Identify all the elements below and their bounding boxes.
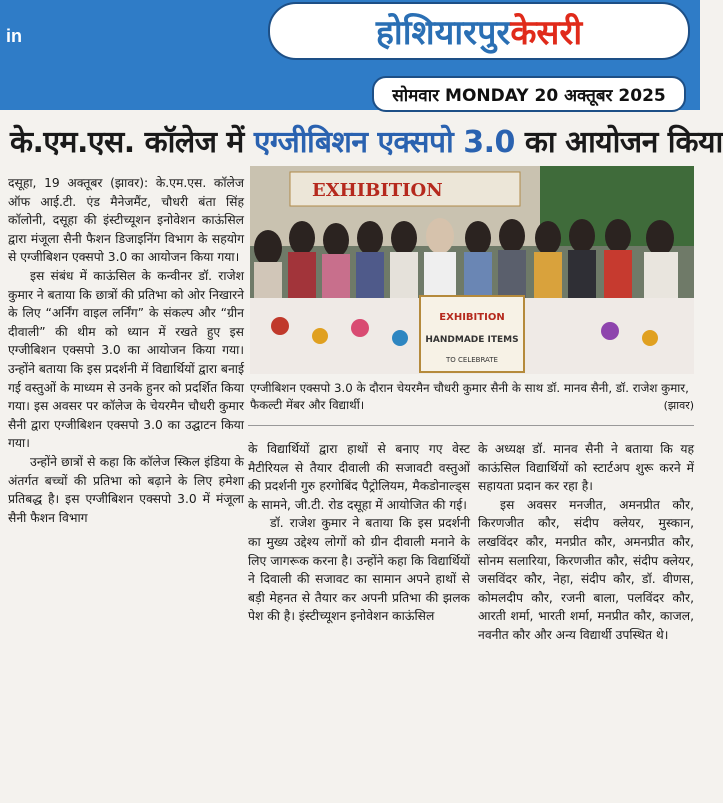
article-paragraph: उन्होंने छात्रों से कहा कि कॉलेज स्किल इंडिया के अंतर्गत बच्चों की प्रतिभा को बढ़ाने के लिए हमेशा प्रतिबद्ध है। इस एग्जीबिशन एक्सपो 3.0 में मंजूला सैनी फैशन विभाग <box>8 454 244 525</box>
article-column-3 <box>478 440 694 645</box>
masthead-city: होशियारपुर <box>375 13 511 53</box>
article-paragraph: के विद्यार्थियों द्वारा हाथों से बनाए गए वेस्ट मैटीरियल से तैयार दीवाली की सजावटी वस्तुओं की प्रदर्शनी गुरु हरगोबिंद पैट्रोलियम, मैकडोनाल्ड्स के सामने, जी.टी. रोड दसूहा में आयोजित की गई। <box>248 442 470 512</box>
photo-caption-text: एग्जीबिशन एक्सपो 3.0 के दौरान चेयरमैन चौधरी कुमार सैनी के साथ डॉ. मानव सैनी, डॉ. राजेश कुमार, फैकल्टी मेंबर और विद्यार्थी। <box>250 381 689 412</box>
exhibition-photo <box>250 166 694 374</box>
article-paragraph: डॉ. राजेश कुमार ने बताया कि इस प्रदर्शनी का मुख्य उद्देश्य लोगों को ग्रीन दीवाली मनाने के लिए जागरूक करना है। उन्होंने कहा कि विद्यार्थियों ने दिवाली की सजावट का सामान अपने हाथों से बड़ी मेहनत से तैयार कर अपनी प्रतिभा की झलक पेश की है। इंस्टीच्यूशन इनोवेशन काऊंसिल <box>248 516 470 624</box>
dateline: सोमवार MONDAY 20 अक्तूबर 2025 <box>372 76 686 112</box>
article-paragraph: के अध्यक्ष डॉ. मानव सैनी ने बताया कि यह काऊंसिल विद्यार्थियों को स्टार्टअप शुरू करने में सहायता प्रदान कर रहा है। <box>478 442 694 494</box>
article-paragraph: दसूहा, 19 अक्तूबर (झावर): के.एम.एस. कॉलेज ऑफ आई.टी. एंड मैनेजमैंट, चौधरी बंता सिंह कॉलोनी, दसूहा की इंस्टीच्यूशन इनोवेशन काऊंसिल द्वारा मंजूला सैनी फैशन डिजाइनिंग विभाग के सहयोग से एग्जीबिशन एक्सपो 3.0 का आयोजन किया गया। <box>8 176 244 265</box>
article-column-2 <box>248 440 470 626</box>
photo-caption <box>250 380 694 414</box>
photo-board-line1: EXHIBITION <box>439 312 505 323</box>
headline-part3: का आयोजन किया <box>524 124 723 160</box>
headline-part1: के.एम.एस. कॉलेज में <box>10 124 244 160</box>
photo-banner-text: EXHIBITION <box>312 180 443 201</box>
masthead <box>268 2 690 60</box>
caption-divider <box>248 425 694 426</box>
photo-board-line3: TO CELEBRATE <box>446 356 498 364</box>
article-column-1 <box>8 174 244 527</box>
exhibition-photo-illustration <box>250 166 694 374</box>
article-paragraph: इस संबंध में काऊंसिल के कन्वीनर डॉ. राजेश कुमार ने बताया कि छात्रों की प्रतिभा को ओर निखारने के लिए “अर्निंग वाइल लर्निंग” के संकल्प और “ग्रीन दीवाली” की थीम को ध्यान में रखते हुए इस एग्जीबिशन एक्सपो 3.0 का आयोजन किया गया। उन्होंने बताया कि इस प्रदर्शनी में विद्यार्थियों द्वारा बनाई गई वस्तुओं के माध्यम से उनके हुनर को प्रदर्शित किया गया। इस अवसर पर कॉलेज के चेयरमैन चौधरी कुमार सैनी द्वारा एग्जीबिशन एक्सपो 3.0 का उद्घाटन किया गया। <box>8 268 244 451</box>
photo-board-line2: HANDMADE ITEMS <box>425 335 519 345</box>
in-label: in <box>6 26 22 46</box>
photo-credit: (झावर) <box>663 399 694 412</box>
masthead-kesari: केसरी <box>510 13 583 53</box>
article-paragraph: इस अवसर मनजीत, अमनप्रीत कौर, किरणजीत कौर, संदीप क्लेयर, मुस्कान, लखविंदर कौर, मनप्रीत कौर, अमनप्रीत कौर, सोनम सलारिया, किरणजीत कौर, संदीप क्लेयर, जसविंदर कौर, नेहा, संदीप कौर, डॉ. वीणस, कोमलदीप कौर, रजनी बाला, पलविंदर कौर, आरती शर्मा, भारती शर्मा, मनप्रीत कौर, काजल, नवनीत कौर और अन्य विद्यार्थी उपस्थित थे। <box>478 497 694 642</box>
headline-part2: एग्जीबिशन एक्सपो 3.0 <box>253 124 515 160</box>
headline <box>10 112 723 168</box>
